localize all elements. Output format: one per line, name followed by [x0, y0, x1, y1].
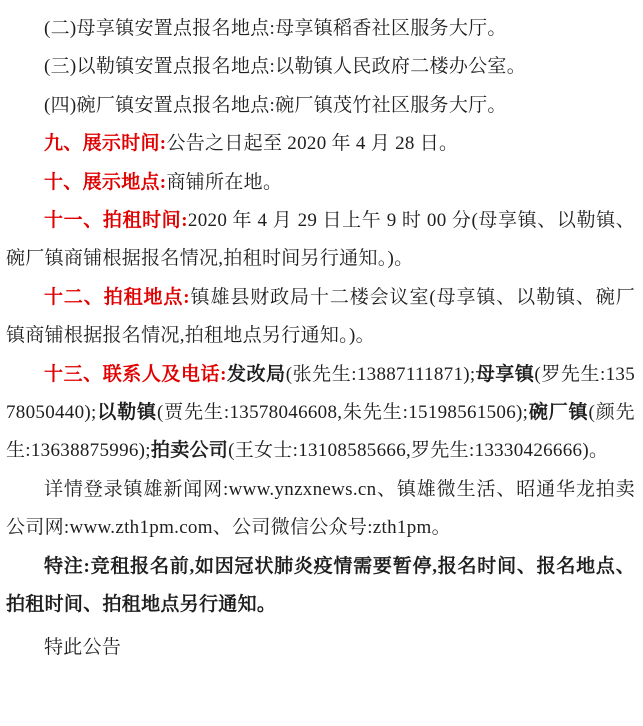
text-run: (三)以勒镇安置点报名地点:以勒镇人民政府二楼办公室。: [44, 56, 527, 78]
text-run: 2020 年 4 月 29 日上午 9 时 00 分(母享镇、以勒镇、碗厂镇商铺根据报名情况,拍租时间另行通知。)。: [6, 210, 635, 270]
text-run: (二)母享镇安置点报名地点:母享镇稻香社区服务大厅。: [44, 18, 507, 39]
text-run: 特注:竞租报名前,如因冠状肺炎疫情需要暂停,报名时间、报名地点、拍租时间、拍租地点另行通知。: [6, 555, 635, 616]
text-run: (贾先生:13578046608,朱先生:15198561506);: [156, 402, 529, 424]
text-run: 公告之日起至 2020 年 4 月 28 日。: [166, 133, 459, 155]
text-run: 以勒镇: [96, 402, 157, 424]
text-run: 镇雄县财政局十二楼会议室(母享镇、以勒镇、碗厂镇商铺根据报名情况,拍租地点另行通知。)。: [6, 286, 635, 347]
paragraph: [6, 356, 635, 471]
text-run: 母享镇: [475, 363, 535, 385]
paragraph: [6, 48, 635, 86]
text-run: 碗厂镇: [528, 402, 589, 424]
section-heading: 九、展示时间:: [44, 133, 167, 155]
paragraph: [6, 87, 635, 125]
paragraph: [6, 548, 635, 625]
text-run: 详情登录镇雄新闻网:www.ynzxnews.cn、镇雄微生活、昭通华龙拍卖公司网:www.zth1pm.com、公司微信公众号:zth1pm。: [6, 478, 635, 539]
paragraph: [6, 471, 635, 548]
text-run: 特此公告: [44, 636, 122, 658]
paragraph: [6, 202, 635, 279]
section-heading: 十三、联系人及电话:: [44, 363, 227, 385]
text-run: 发改局: [226, 363, 286, 385]
document-body: [6, 10, 635, 667]
text-run: 拍卖公司: [150, 440, 229, 462]
paragraph: [6, 125, 635, 163]
paragraph: [6, 279, 635, 356]
text-run: (罗先生:13578050440);: [6, 363, 635, 424]
text-run: (四)碗厂镇安置点报名地点:碗厂镇茂竹社区服务大厅。: [44, 94, 507, 116]
section-heading: 十、展示地点:: [44, 171, 167, 193]
text-run: (张先生:13887111871);: [285, 363, 476, 385]
paragraph: [6, 10, 635, 48]
text-run: (颜先生:13638875996);: [6, 402, 635, 462]
paragraph: [6, 629, 635, 667]
section-heading: 十二、拍租地点:: [44, 286, 190, 308]
text-run: (王女士:13108585666,罗先生:13330426666)。: [228, 440, 609, 462]
section-heading: 十一、拍租时间:: [44, 210, 188, 232]
paragraph: [6, 164, 635, 202]
text-run: 商铺所在地。: [166, 171, 283, 193]
